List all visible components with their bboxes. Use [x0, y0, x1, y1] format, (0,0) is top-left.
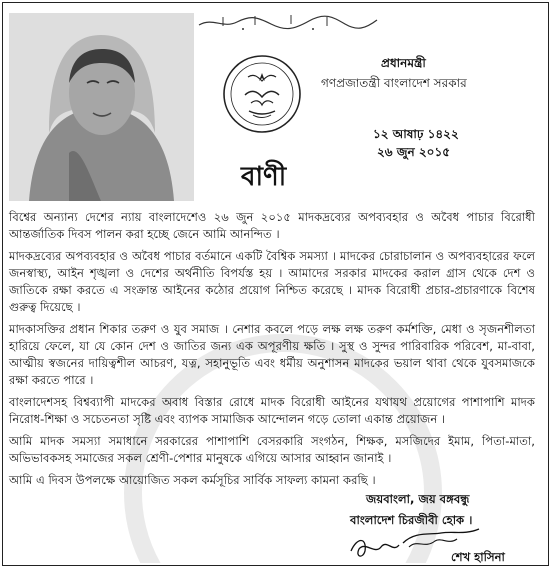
- signatory-name: শেখ হাসিনা: [451, 550, 505, 564]
- message-paragraph: মাদকাসক্তির প্রধান শিকার তরুণ ও যুব সমাজ । নেশার কবলে পড়ে লক্ষ লক্ষ তরুণ কর্মশক্তি, মেধা ও সৃজনশীলতা হারিয়ে ফেলে, যা যে কোন দেশ ও জাতির জন্য এক অপূরণীয় ক্ষতি । সুস্থ ও সুন্দর পারিবারিক পরিবেশ, মা-বাবা, আত্মীয় স্বজনের দায়িত্বশীল আচরণ, যত্ন, সহানুভূতি এবং ধর্মীয় অনুশাসন মাদকের ভয়াল থাবা থেকে যুবসমাজকে রক্ষা করতে পারে ।: [9, 322, 535, 387]
- bismillah-calligraphy: [193, 11, 383, 33]
- message-paragraph: আমি এ দিবস উপলক্ষে আয়োজিত সকল কর্মসূচির সার্বিক সাফল্য কামনা করছি ।: [9, 473, 376, 487]
- office-title: প্রধানমন্ত্রী: [381, 56, 426, 70]
- message-title: বাণী: [241, 162, 287, 192]
- government-emblem-icon: [221, 53, 303, 135]
- message-frame: [2, 2, 549, 566]
- date-gregorian-calendar: ২৬ জুন ২০১৫: [377, 145, 451, 159]
- closing-slogan: জয়বাংলা, জয় বঙ্গবন্ধু: [366, 492, 470, 506]
- message-paragraph: বিশ্বের অন্যান্য দেশের ন্যায় বাংলাদেশেও ২৬ জুন ২০১৫ মাদকদ্রব্যের অপব্যবহার ও অবৈধ পাচার বিরোধী আন্তর্জাতিক দিবস পালন করা হচ্ছে জেনে আমি আনন্দিত ।: [9, 210, 535, 241]
- closing-wish: বাংলাদেশ চিরজীবী হোক ।: [350, 513, 473, 527]
- message-paragraph: মাদকদ্রব্যের অপব্যবহার ও অবৈধ পাচার বর্তমানে একটি বৈশ্বিক সমস্যা । মাদকের চোরাচালান ও অপব্যবহারের ফলে জনস্বাস্থ্য, আইন শৃঙ্খলা ও দেশের অর্থনীতি বিপর্যস্ত হয় । আমাদের সরকার মাদকের করাল গ্রাস থেকে দেশ ও জাতিকে রক্ষা করতে এ সংক্রান্ত আইনের কঠোর প্রয়োগ নিশ্চিত করেছে । মাদক বিরোধী প্রচার-প্রচারণাকে বিশেষ গুরুত্ব দিয়েছে ।: [9, 249, 535, 314]
- message-paragraph: আমি মাদক সমস্যা সমাধানে সরকারের পাশাপাশি বেসরকারি সংগঠন, শিক্ষক, মসজিদের ইমাম, পিতা-মাতা, অভিভাবকসহ সমাজের সকল শ্রেণী-পেশার মানুষকে এগিয়ে আসার আহ্বান জানাই ।: [9, 434, 535, 465]
- government-name: গণপ্রজাতন্ত্রী বাংলাদেশ সরকার: [321, 76, 467, 90]
- message-paragraph: বাংলাদেশসহ বিশ্বব্যাপী মাদকের অবাধ বিস্তার রোধে মাদক বিরোধী আইনের যথাযথ প্রয়োগের পাশাপাশি মাদক নিরোধ-শিক্ষা ও সচেতনতা সৃষ্টি এবং ব্যাপক সামাজিক আন্দোলন গড়ে তোলা একান্ত প্রয়োজন ।: [9, 395, 535, 426]
- prime-minister-photo: [9, 13, 194, 201]
- date-bengali-calendar: ১২ আষাঢ় ১৪২২: [373, 127, 459, 141]
